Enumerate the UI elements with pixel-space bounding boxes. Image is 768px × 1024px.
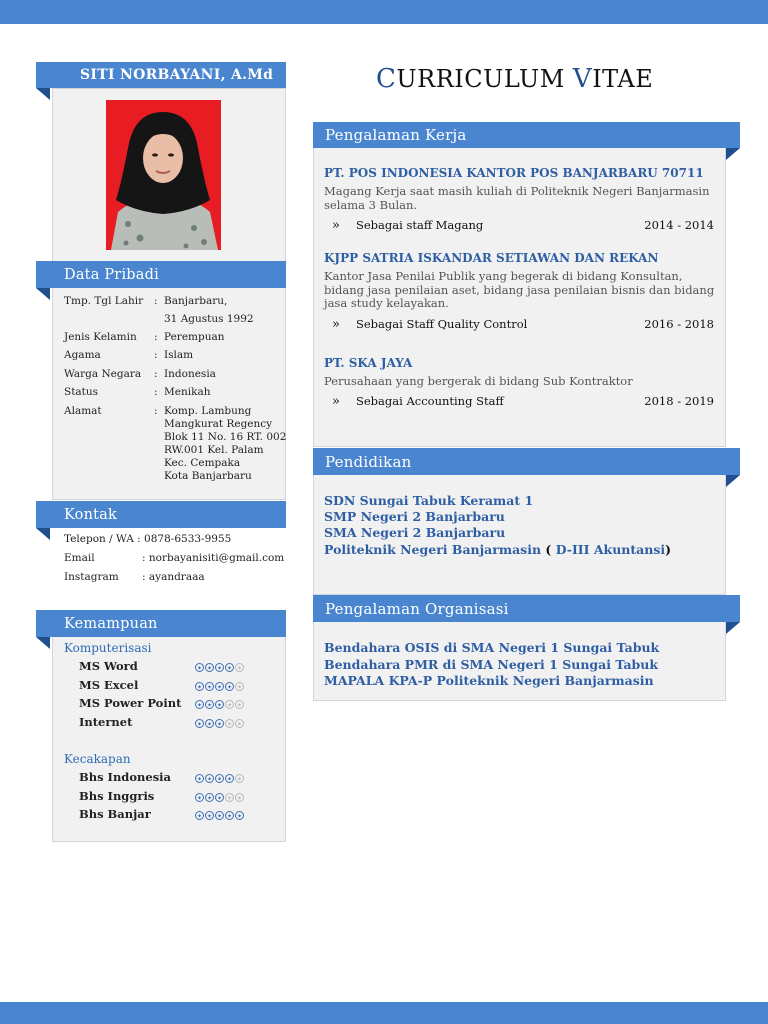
skill-name: Internet	[79, 715, 133, 729]
skill-rating	[195, 719, 244, 728]
star-rating-icon: ✦	[196, 702, 203, 709]
ribbon-fold	[726, 148, 740, 160]
email-label: Email	[64, 552, 95, 564]
skill-rating	[195, 793, 244, 802]
section-header-pendidikan: Pendidikan	[313, 448, 740, 475]
section-header-pengalaman-kerja: Pengalaman Kerja	[313, 122, 740, 148]
star-rating-icon: ✦	[226, 702, 233, 709]
personal-label: Warga Negara	[64, 368, 142, 380]
job-years: 2018 - 2019	[644, 394, 714, 408]
star-rating-icon: ✦	[196, 776, 203, 783]
personal-colon: :	[154, 331, 158, 343]
star-rating-icon: ✦	[236, 702, 243, 709]
star-rating-icon: ✦	[226, 813, 233, 820]
star-rating-icon: ✦	[216, 684, 223, 691]
star-rating-icon: ✦	[216, 702, 223, 709]
star-rating-icon: ✦	[236, 684, 243, 691]
star-rating-icon: ✦	[196, 665, 203, 672]
star-rating-icon: ✦	[226, 776, 233, 783]
full-name: SITI NORBAYANI, A.Md	[80, 67, 274, 83]
job-description: Perusahaan yang bergerak di bidang Sub Kontraktor	[324, 374, 633, 388]
personal-value: Komp. Lambung Mangkurat Regency Blok 11 No. 16 RT. 002 RW.001 Kel. Palam Kec. Cempaka Kota Banjarbaru	[164, 405, 287, 482]
education-item: SMA Negeri 2 Banjarbaru	[324, 525, 506, 540]
personal-value: Indonesia	[164, 368, 216, 380]
ribbon-fold	[36, 288, 50, 300]
star-rating-icon: ✦	[236, 813, 243, 820]
personal-value: Islam	[164, 349, 194, 361]
skill-name: Bhs Inggris	[79, 789, 155, 803]
star-rating-icon: ✦	[196, 684, 203, 691]
section-header-pengalaman-organisasi: Pengalaman Organisasi	[313, 595, 740, 622]
computer-skills-heading: Komputerisasi	[64, 641, 152, 655]
personal-value: Perempuan	[164, 331, 225, 343]
personal-colon: :	[154, 386, 158, 398]
page-title: CURRICULUM VITAE	[376, 64, 654, 94]
double-chevron-right-icon: »	[332, 317, 340, 332]
top-accent-bar	[0, 0, 768, 24]
star-rating-icon: ✦	[236, 665, 243, 672]
star-rating-icon: ✦	[236, 776, 243, 783]
company-name: KJPP SATRIA ISKANDAR SETIAWAN DAN REKAN	[324, 251, 659, 265]
skill-rating	[195, 811, 244, 820]
job-position-label: Sebagai Staff Quality Control	[356, 317, 528, 331]
star-rating-icon: ✦	[226, 684, 233, 691]
job-position	[332, 218, 483, 233]
education-item: SDN Sungai Tabuk Keramat 1	[324, 493, 534, 508]
personal-value: Menikah	[164, 386, 211, 398]
star-rating-icon: ✦	[196, 795, 203, 802]
personal-colon: :	[154, 368, 158, 380]
instagram-label: Instagram	[64, 571, 119, 583]
star-rating-icon: ✦	[206, 813, 213, 820]
personal-colon: :	[154, 295, 158, 307]
personal-label: Status	[64, 386, 99, 398]
star-rating-icon: ✦	[196, 721, 203, 728]
instagram-value[interactable]: : ayandraaa	[142, 571, 205, 583]
star-rating-icon: ✦	[236, 721, 243, 728]
star-rating-icon: ✦	[196, 813, 203, 820]
skill-rating	[195, 774, 244, 783]
star-rating-icon: ✦	[216, 665, 223, 672]
job-years: 2016 - 2018	[644, 317, 714, 331]
section-header-kemampuan: Kemampuan	[36, 610, 286, 637]
skill-rating	[195, 682, 244, 691]
job-position-label: Sebagai staff Magang	[356, 218, 484, 232]
skill-name: MS Excel	[79, 678, 139, 692]
job-position-label: Sebagai Accounting Staff	[356, 394, 504, 408]
star-rating-icon: ✦	[236, 795, 243, 802]
personal-label: Tmp. Tgl Lahir	[64, 295, 144, 307]
ribbon-fold	[726, 475, 740, 487]
job-years: 2014 - 2014	[644, 218, 714, 232]
job-position	[332, 394, 504, 409]
star-rating-icon: ✦	[216, 721, 223, 728]
star-rating-icon: ✦	[226, 665, 233, 672]
star-rating-icon: ✦	[216, 776, 223, 783]
star-rating-icon: ✦	[226, 721, 233, 728]
organization-item: Bendahara PMR di SMA Negeri 1 Sungai Tabuk	[324, 657, 659, 672]
profile-photo	[106, 100, 221, 250]
organization-item: Bendahara OSIS di SMA Negeri 1 Sungai Tabuk	[324, 640, 660, 655]
job-position	[332, 317, 527, 332]
skill-name: Bhs Banjar	[79, 807, 151, 821]
phone-text: Telepon / WA : 0878-6533-9955	[64, 533, 232, 545]
ribbon-fold	[36, 88, 50, 100]
bottom-accent-bar	[0, 1002, 768, 1024]
star-rating-icon: ✦	[226, 795, 233, 802]
personal-label: Jenis Kelamin	[64, 331, 137, 343]
section-header-data-pribadi: Data Pribadi	[36, 261, 286, 288]
star-rating-icon: ✦	[206, 795, 213, 802]
company-name: PT. SKA JAYA	[324, 356, 413, 370]
skill-name: MS Word	[79, 659, 138, 673]
skill-rating	[195, 700, 244, 709]
personal-label: Alamat	[64, 405, 102, 417]
star-rating-icon: ✦	[206, 776, 213, 783]
star-rating-icon: ✦	[206, 665, 213, 672]
skill-name: Bhs Indonesia	[79, 770, 171, 784]
language-skills-heading: Kecakapan	[64, 752, 131, 766]
education-item: Politeknik Negeri Banjarmasin ( D-III Akuntansi)	[324, 542, 672, 557]
ribbon-fold	[36, 637, 50, 649]
skill-name: MS Power Point	[79, 696, 182, 710]
double-chevron-right-icon: »	[332, 394, 340, 409]
section-header-kontak: Kontak	[36, 501, 286, 528]
ribbon-fold	[36, 528, 50, 540]
star-rating-icon: ✦	[206, 684, 213, 691]
skill-rating	[195, 663, 244, 672]
star-rating-icon: ✦	[206, 702, 213, 709]
personal-value: 31 Agustus 1992	[164, 313, 254, 325]
organization-item: MAPALA KPA-P Politeknik Negeri Banjarmasin	[324, 673, 654, 688]
job-description: Kantor Jasa Penilai Publik yang begerak di bidang Konsultan, bidang jasa penilaian aset, bidang jasa penilaian bisnis dan bidang jasa study kelayakan.	[324, 269, 715, 310]
name-ribbon	[36, 62, 286, 88]
personal-colon: :	[154, 405, 158, 417]
double-chevron-right-icon: »	[332, 218, 340, 233]
star-rating-icon: ✦	[216, 813, 223, 820]
education-item: SMP Negeri 2 Banjarbaru	[324, 509, 505, 524]
personal-colon: :	[154, 349, 158, 361]
star-rating-icon: ✦	[206, 721, 213, 728]
personal-label: Agama	[64, 349, 101, 361]
ribbon-fold	[726, 622, 740, 634]
company-name: PT. POS INDONESIA KANTOR POS BANJARBARU 70711	[324, 166, 704, 180]
email-value[interactable]: : norbayanisiti@gmail.com	[142, 552, 285, 564]
job-description: Magang Kerja saat masih kuliah di Politeknik Negeri Banjarmasin selama 3 Bulan.	[324, 184, 710, 212]
personal-value: Banjarbaru,	[164, 295, 228, 307]
star-rating-icon: ✦	[216, 795, 223, 802]
